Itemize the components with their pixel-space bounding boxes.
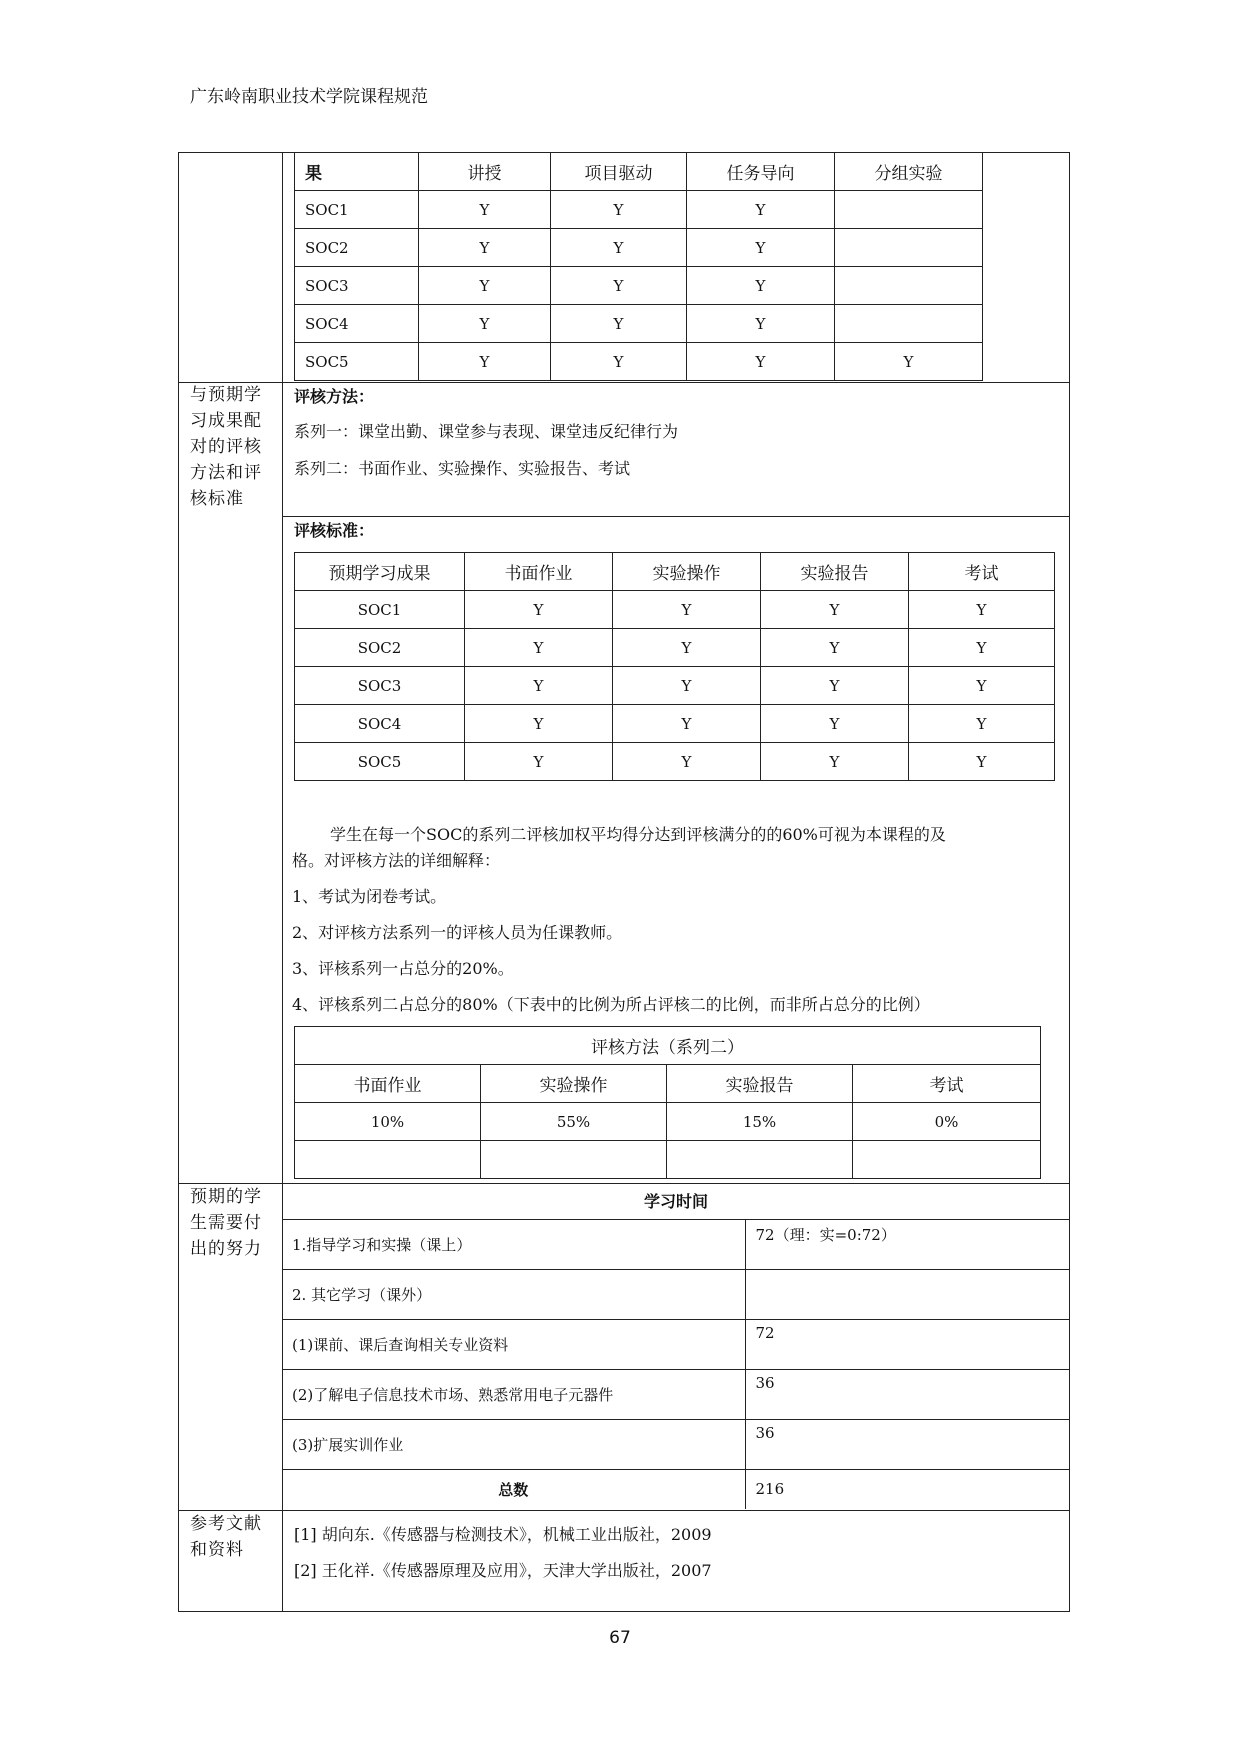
reference-item: [1] 胡向东.《传感器与检测技术》，机械工业出版社，2009 (294, 1525, 712, 1544)
table-row (295, 267, 983, 305)
table-header-cell: 任务导向 (687, 153, 835, 191)
table-cell: Y (465, 705, 613, 743)
table-cell: Y (465, 629, 613, 667)
table-total-row (282, 1469, 1070, 1509)
table-header-cell: 实验报告 (667, 1065, 853, 1103)
table-cell: Y (465, 667, 613, 705)
table-cell: Y (419, 191, 551, 229)
total-label: 总数 (282, 1469, 745, 1509)
section-divider (178, 382, 1070, 383)
table-cell: Y (761, 667, 909, 705)
table-cell: Y (551, 229, 687, 267)
page-number: 67 (609, 1628, 631, 1648)
table-header-cell: 预期学习成果 (295, 553, 465, 591)
standard-title: 评核标准： (294, 521, 375, 540)
effort-value (745, 1269, 1070, 1319)
table-cell: Y (835, 343, 983, 381)
table-header-cell: 实验操作 (613, 553, 761, 591)
total-value: 216 (745, 1469, 1070, 1509)
table-cell: Y (761, 629, 909, 667)
references-label: 参考文献和资料 (190, 1514, 262, 1560)
table-cell: SOC1 (295, 591, 465, 629)
table-cell: SOC5 (295, 743, 465, 781)
table-header-cell: 考试 (909, 553, 1055, 591)
table-row (295, 229, 983, 267)
table-cell: Y (613, 667, 761, 705)
effort-item: (1)课前、课后查询相关专业资料 (282, 1319, 745, 1369)
series2-text: 系列二：书面作业、实验操作、实验报告、考试 (294, 459, 631, 478)
table-cell: Y (419, 305, 551, 343)
table-cell: Y (551, 267, 687, 305)
table-row (282, 1319, 1070, 1369)
table-cell: Y (465, 743, 613, 781)
effort-label: 预期的学生需要付出的努力 (190, 1187, 262, 1259)
table-cell: Y (465, 591, 613, 629)
table-row (282, 1219, 1070, 1269)
table-cell: Y (687, 229, 835, 267)
pass-criteria-line1: 学生在每一个SOC的系列二评核加权平均得分达到评核满分的的60%可视为本课程的及 (330, 825, 946, 844)
table-cell (481, 1141, 667, 1179)
table-header-row (295, 153, 983, 191)
effort-value: 72（理：实=0:72） (745, 1219, 1070, 1269)
table-cell (835, 191, 983, 229)
table-row (295, 1103, 1041, 1141)
table-header-cell: 考试 (853, 1065, 1041, 1103)
method-title: 评核方法： (294, 387, 375, 406)
table-cell (295, 1141, 481, 1179)
table-cell: 10% (295, 1103, 481, 1141)
table-row (295, 591, 1055, 629)
assessment-label: 与预期学习成果配对的评核方法和评核标准 (190, 385, 262, 509)
table-row (295, 305, 983, 343)
effort-value: 36 (745, 1369, 1070, 1419)
table-row (282, 1369, 1070, 1419)
table-cell: SOC3 (295, 267, 419, 305)
study-time-table (282, 1183, 1070, 1509)
section-divider (178, 1510, 1070, 1511)
table-header-row (295, 1065, 1041, 1103)
table-row (295, 667, 1055, 705)
table-cell: Y (613, 591, 761, 629)
detail-item: 1、考试为闭卷考试。 (292, 887, 447, 906)
table-cell: SOC1 (295, 191, 419, 229)
table-cell: Y (909, 591, 1055, 629)
table-row (282, 1269, 1070, 1319)
table-cell (667, 1141, 853, 1179)
table-cell: SOC2 (295, 229, 419, 267)
table-cell: Y (761, 591, 909, 629)
teaching-method-table (294, 152, 983, 381)
effort-value: 72 (745, 1319, 1070, 1369)
table-cell: Y (613, 629, 761, 667)
study-time-title: 学习时间 (282, 1183, 1070, 1219)
reference-item: [2] 王化祥.《传感器原理及应用》，天津大学出版社，2007 (294, 1561, 712, 1580)
table-cell: 55% (481, 1103, 667, 1141)
table-row (295, 343, 983, 381)
assessment-standard-table (294, 552, 1055, 781)
table-cell: Y (909, 705, 1055, 743)
table-row (295, 705, 1055, 743)
table-cell: SOC4 (295, 305, 419, 343)
table-cell: SOC4 (295, 705, 465, 743)
table-cell: Y (761, 705, 909, 743)
detail-item: 3、评核系列一占总分的20%。 (292, 959, 514, 978)
table-header-cell: 项目驱动 (551, 153, 687, 191)
detail-item: 4、评核系列二占总分的80%（下表中的比例为所占评核二的比例，而非所占总分的比例） (292, 995, 930, 1014)
table-cell: Y (613, 705, 761, 743)
table-cell: SOC3 (295, 667, 465, 705)
effort-item: (2)了解电子信息技术市场、熟悉常用电子元器件 (282, 1369, 745, 1419)
table-cell: Y (419, 229, 551, 267)
effort-value: 36 (745, 1419, 1070, 1469)
table-row (282, 1419, 1070, 1469)
table-header-cell: 书面作业 (295, 1065, 481, 1103)
table-title-row (295, 1027, 1041, 1065)
table-header-cell: 书面作业 (465, 553, 613, 591)
table-header-cell: 分组实验 (835, 153, 983, 191)
table-cell (835, 305, 983, 343)
table-title-row (282, 1183, 1070, 1219)
table-cell: Y (909, 629, 1055, 667)
table-cell: Y (551, 191, 687, 229)
table-cell (835, 267, 983, 305)
table-cell: SOC5 (295, 343, 419, 381)
table-cell: Y (687, 343, 835, 381)
table-cell: Y (687, 191, 835, 229)
table-cell (835, 229, 983, 267)
table-cell: 0% (853, 1103, 1041, 1141)
table-row (295, 191, 983, 229)
weight-table-title: 评核方法（系列二） (295, 1027, 1041, 1065)
table-cell: Y (909, 667, 1055, 705)
table-cell: Y (551, 305, 687, 343)
table-cell: 15% (667, 1103, 853, 1141)
pass-criteria-line2: 格。对评核方法的详细解释： (292, 851, 501, 870)
table-header-cell: 果 (295, 153, 419, 191)
table-cell: Y (419, 343, 551, 381)
table-cell: Y (687, 305, 835, 343)
table-cell: Y (761, 743, 909, 781)
weight-table (294, 1026, 1041, 1179)
page-header: 广东岭南职业技术学院课程规范 (190, 87, 428, 107)
table-row (295, 743, 1055, 781)
series1-text: 系列一：课堂出勤、课堂参与表现、课堂违反纪律行为 (294, 422, 679, 441)
table-cell: Y (613, 743, 761, 781)
table-cell: Y (551, 343, 687, 381)
table-header-cell: 实验报告 (761, 553, 909, 591)
detail-item: 2、对评核方法系列一的评核人员为任课教师。 (292, 923, 623, 942)
table-header-cell: 实验操作 (481, 1065, 667, 1103)
table-row (295, 629, 1055, 667)
table-cell: Y (909, 743, 1055, 781)
table-cell: SOC2 (295, 629, 465, 667)
table-row (295, 1141, 1041, 1179)
table-header-cell: 讲授 (419, 153, 551, 191)
sub-divider (282, 516, 1070, 517)
table-cell: Y (419, 267, 551, 305)
effort-item: (3)扩展实训作业 (282, 1419, 745, 1469)
table-cell: Y (687, 267, 835, 305)
table-cell (853, 1141, 1041, 1179)
effort-item: 1.指导学习和实操（课上） (282, 1219, 745, 1269)
table-header-row (295, 553, 1055, 591)
effort-item: 2. 其它学习（课外） (282, 1269, 745, 1319)
